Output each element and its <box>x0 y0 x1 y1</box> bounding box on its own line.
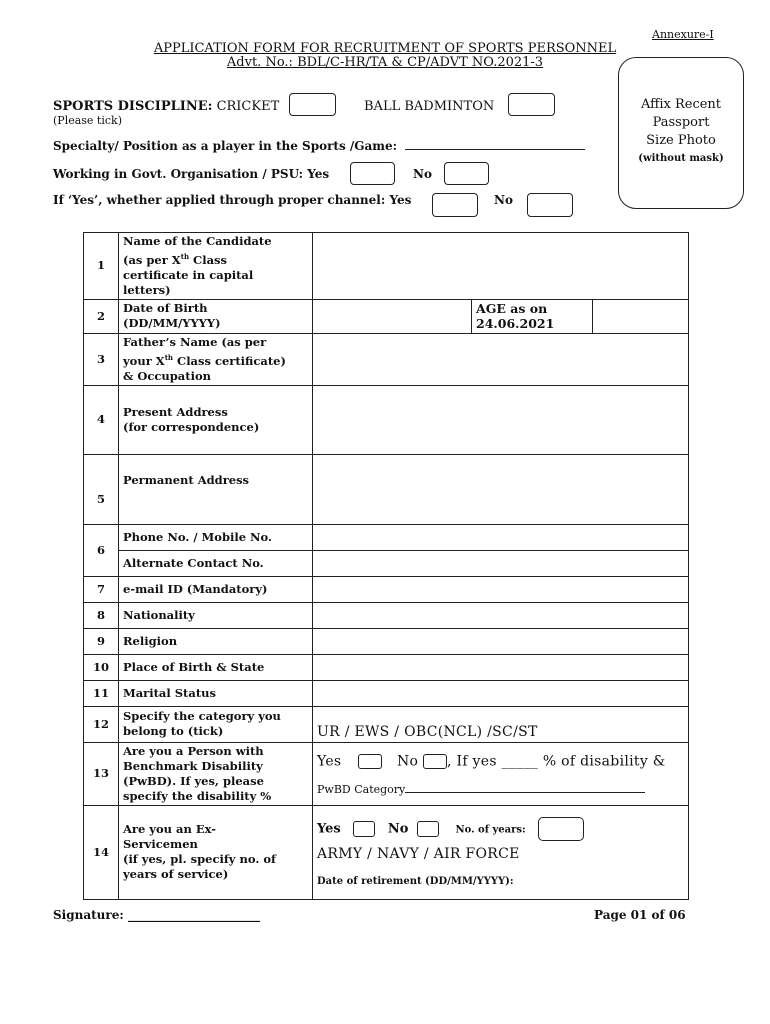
dob-input-cell[interactable] <box>313 299 472 333</box>
exsm-line <box>317 817 684 841</box>
pwbd-line <box>317 754 684 770</box>
exsm-years-input[interactable] <box>538 817 584 841</box>
name-input-cell[interactable] <box>313 233 689 300</box>
row-number: 1 <box>84 233 119 300</box>
label-line: certificate in capital <box>123 267 254 282</box>
annexure-label: Annexure-I <box>652 28 714 41</box>
age-label: AGE as on <box>476 301 548 317</box>
pwbd-category-label: PwBD Category <box>317 782 406 796</box>
label-line: Father’s Name (as per <box>123 334 267 349</box>
row-number: 14 <box>84 805 119 899</box>
row-number: 10 <box>84 654 119 680</box>
row-number: 13 <box>84 742 119 805</box>
photo-line1: Affix Recent <box>640 97 722 112</box>
row-label: Nationality <box>119 602 313 628</box>
channel-no-checkbox[interactable] <box>527 193 573 217</box>
row-label <box>119 706 313 742</box>
govt-no-checkbox[interactable] <box>444 162 489 185</box>
label-line: Specify the category you <box>123 709 281 724</box>
label-line: Benchmark Disability <box>123 758 263 773</box>
label-line: specify the disability % <box>123 788 272 803</box>
pwbd-no-checkbox[interactable] <box>423 754 447 769</box>
row-label <box>119 299 313 333</box>
row-label: Alternate Contact No. <box>119 550 313 576</box>
label-line <box>123 350 308 369</box>
row-place-of-birth <box>84 654 689 680</box>
label-line: letters) <box>123 282 171 297</box>
present-address-input-cell[interactable] <box>313 385 689 454</box>
row-present-address <box>84 385 689 454</box>
row-label <box>119 233 313 300</box>
specialty-input-line[interactable] <box>405 149 585 150</box>
discipline-cricket: CRICKET <box>216 99 280 114</box>
specialty-label: Specialty/ Position as a player in the Sports /Game: <box>53 139 398 153</box>
row-label <box>119 385 313 454</box>
marital-status-input-cell[interactable] <box>313 680 689 706</box>
permanent-address-input-cell[interactable] <box>313 454 689 524</box>
pwbd-category-line <box>317 782 684 797</box>
pwbd-yes-label: Yes <box>317 753 342 770</box>
row-marital-status <box>84 680 689 706</box>
channel-no-label: No <box>494 193 513 207</box>
label-line: (if yes, pl. specify no. of <box>123 852 276 867</box>
row-number: 2 <box>84 299 119 333</box>
proper-channel-label: If ‘Yes’, whether applied through proper channel: Yes <box>53 193 412 207</box>
row-name <box>84 233 689 300</box>
row-religion <box>84 628 689 654</box>
row-number: 3 <box>84 333 119 385</box>
discipline-label: SPORTS DISCIPLINE: <box>53 99 213 114</box>
label-line: & Occupation <box>123 368 211 383</box>
please-tick-hint: (Please tick) <box>53 114 122 127</box>
row-dob <box>84 299 689 333</box>
govt-yes-checkbox[interactable] <box>350 162 395 185</box>
working-govt-label: Working in Govt. Organisation / PSU: Yes <box>53 167 330 181</box>
specialty-row <box>53 139 585 153</box>
exsm-years-label: No. of years: <box>455 824 526 836</box>
discipline-row <box>53 99 279 114</box>
exsm-yes-checkbox[interactable] <box>353 821 375 837</box>
label-part: (as per X <box>123 252 181 267</box>
label-sup: th <box>164 352 174 362</box>
row-label <box>119 742 313 805</box>
application-table <box>83 232 689 900</box>
label-line: Date of Birth <box>123 301 208 316</box>
father-input-cell[interactable] <box>313 333 689 385</box>
label-part: Class <box>189 252 227 267</box>
exsm-no-label: No <box>387 821 409 837</box>
pwbd-no-label: No <box>396 753 419 770</box>
ex-servicemen-cell <box>313 805 689 899</box>
row-number: 11 <box>84 680 119 706</box>
age-input-cell[interactable] <box>593 299 689 333</box>
row-label <box>119 805 313 899</box>
page-number: Page 01 of 06 <box>594 908 686 922</box>
label-line: (for correspondence) <box>123 419 260 434</box>
religion-input-cell[interactable] <box>313 628 689 654</box>
row-label <box>119 333 313 385</box>
label-line: Are you an Ex- <box>123 822 217 837</box>
label-part: Class certificate) <box>173 353 286 368</box>
label-line: Servicemen <box>123 837 198 852</box>
row-phone <box>84 524 689 550</box>
label-line: (PwBD). If yes, please <box>123 773 264 788</box>
label-line <box>123 249 308 268</box>
row-label: Place of Birth & State <box>119 654 313 680</box>
label-line: (DD/MM/YYYY) <box>123 316 221 331</box>
channel-yes-checkbox[interactable] <box>432 193 478 217</box>
row-nationality <box>84 602 689 628</box>
row-pwbd <box>84 742 689 805</box>
pwbd-yes-checkbox[interactable] <box>358 754 382 769</box>
category-options[interactable]: UR / EWS / OBC(NCL) /SC/ST <box>313 706 689 742</box>
email-input-cell[interactable] <box>313 576 689 602</box>
row-number: 5 <box>84 454 119 524</box>
row-email <box>84 576 689 602</box>
label-sup: th <box>180 252 190 261</box>
photo-line3: Size Photo <box>646 133 716 148</box>
pwbd-category-input[interactable] <box>405 792 645 793</box>
cricket-checkbox[interactable] <box>289 93 336 116</box>
row-label: Phone No. / Mobile No. <box>119 524 313 550</box>
signature-line[interactable]: Signature: ______________________ <box>53 908 260 922</box>
phone-input-cell[interactable] <box>313 524 689 550</box>
row-number: 8 <box>84 602 119 628</box>
exsm-yes-label: Yes <box>317 821 341 837</box>
photo-line2: Passport <box>652 115 710 130</box>
ball-badminton-checkbox[interactable] <box>508 93 555 116</box>
row-label: Marital Status <box>119 680 313 706</box>
label-line: Name of the Candidate <box>123 234 272 248</box>
label-line: Present Address <box>123 404 228 419</box>
discipline-ball-badminton: BALL BADMINTON <box>364 99 495 114</box>
row-label: e-mail ID (Mandatory) <box>119 576 313 602</box>
age-label-cell <box>472 299 593 333</box>
row-ex-servicemen <box>84 805 689 899</box>
row-number: 12 <box>84 706 119 742</box>
row-label: Permanent Address <box>119 454 313 524</box>
exsm-no-checkbox[interactable] <box>417 821 439 837</box>
pwbd-cell <box>313 742 689 805</box>
row-number: 6 <box>84 524 119 576</box>
pwbd-percent-text: , If yes _____ % of disability & <box>446 753 666 770</box>
row-number: 7 <box>84 576 119 602</box>
govt-no-label: No <box>413 167 432 181</box>
advt-number: Advt. No.: BDL/C-HR/TA & CP/ADVT NO.2021-3 <box>226 55 544 70</box>
alt-contact-input-cell[interactable] <box>313 550 689 576</box>
photo-line4: (without mask) <box>638 153 724 164</box>
label-part: your X <box>123 353 165 368</box>
row-label: Religion <box>119 628 313 654</box>
form-title: APPLICATION FORM FOR RECRUITMENT OF SPORTS PERSONNEL <box>153 41 617 56</box>
exsm-retirement-label: Date of retirement (DD/MM/YYYY): <box>317 875 514 887</box>
label-line: belong to (tick) <box>123 724 224 739</box>
photo-box[interactable] <box>618 57 744 209</box>
nationality-input-cell[interactable] <box>313 602 689 628</box>
row-alt-contact <box>84 550 689 576</box>
row-category <box>84 706 689 742</box>
label-line: years of service) <box>123 867 229 882</box>
row-father <box>84 333 689 385</box>
age-date: 24.06.2021 <box>476 316 555 332</box>
row-number: 9 <box>84 628 119 654</box>
row-permanent-address <box>84 454 689 524</box>
row-number: 4 <box>84 385 119 454</box>
place-of-birth-input-cell[interactable] <box>313 654 689 680</box>
label-line: Are you a Person with <box>123 743 264 758</box>
exsm-forces[interactable]: ARMY / NAVY / AIR FORCE <box>317 845 520 862</box>
